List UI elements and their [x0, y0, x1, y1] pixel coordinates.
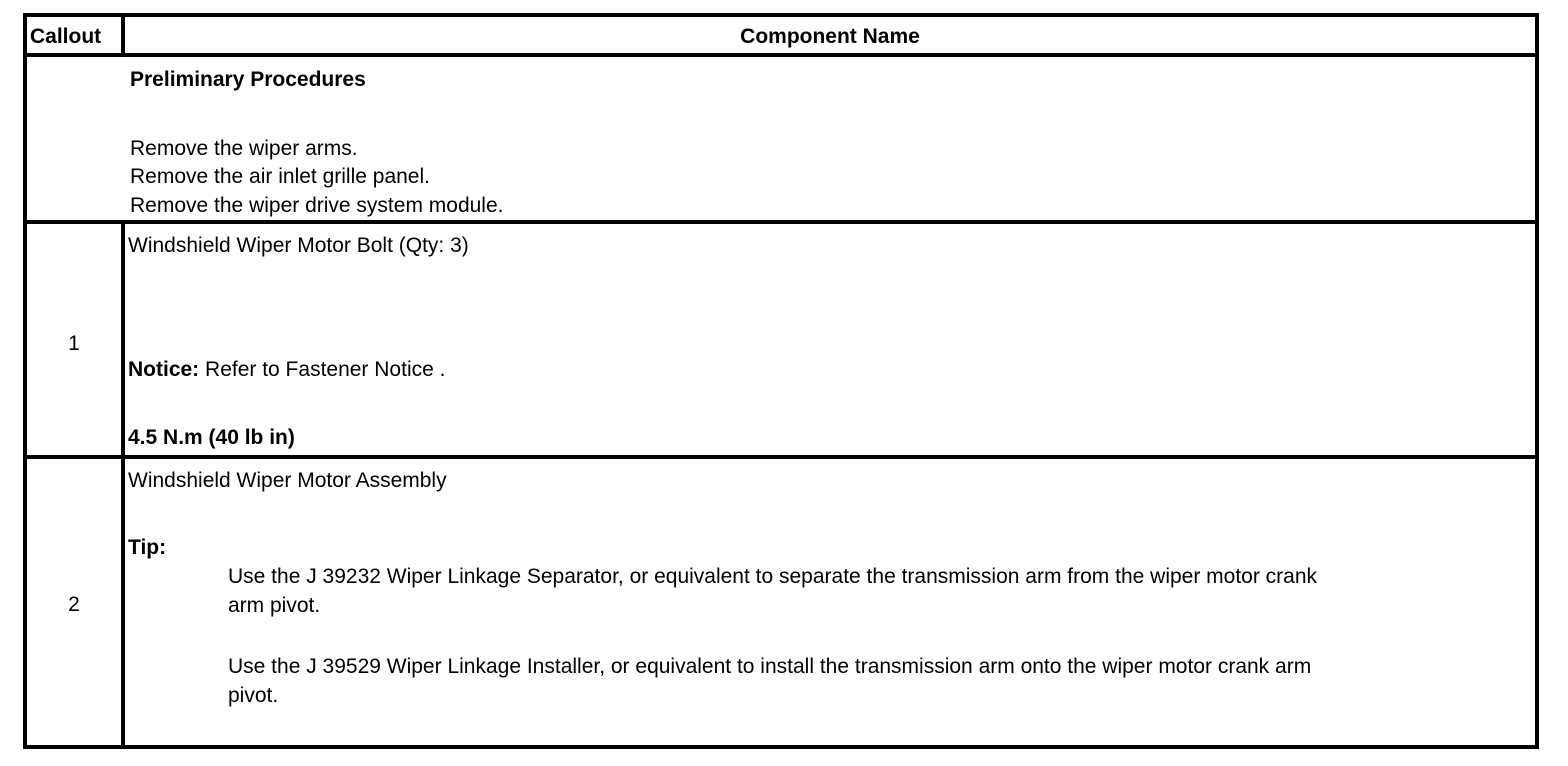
notice-text: Refer to Fastener Notice .: [199, 358, 446, 381]
callout-number: 1: [68, 332, 80, 355]
table-row: [27, 459, 1535, 749]
tip-label: Tip:: [128, 536, 167, 559]
component-table: [23, 13, 1539, 749]
table-row: [27, 224, 1535, 459]
tip-text: Use the J 39529 Wiper Linkage Installer, or equivalent to install the transmission arm onto the wiper motor crank arm: [228, 655, 1312, 678]
callout-header: Callout: [30, 25, 102, 48]
preliminary-title: Preliminary Procedures: [130, 68, 366, 91]
callout-number: 2: [68, 593, 80, 616]
tip-text: pivot.: [228, 684, 279, 707]
component-name: Windshield Wiper Motor Assembly: [128, 469, 447, 492]
tip-text: arm pivot.: [228, 594, 321, 617]
tip-text: Use the J 39232 Wiper Linkage Separator, or equivalent to separate the transmission arm from the wiper motor crank: [228, 565, 1318, 588]
notice-label: Notice:: [128, 358, 200, 381]
torque-spec: 4.5 N.m (40 lb in): [128, 426, 295, 449]
column-divider: [121, 224, 125, 455]
preliminary-step: Remove the air inlet grille panel.: [130, 165, 430, 188]
table-header-row: [27, 17, 1535, 57]
preliminary-step: Remove the wiper arms.: [130, 137, 358, 160]
notice-line: [128, 355, 445, 384]
preliminary-step: Remove the wiper drive system module.: [130, 194, 504, 217]
column-divider: [121, 459, 125, 749]
component-name: Windshield Wiper Motor Bolt (Qty: 3): [128, 234, 469, 257]
preliminary-procedures-row: [27, 57, 1535, 224]
component-name-header: Component Name: [740, 25, 920, 48]
